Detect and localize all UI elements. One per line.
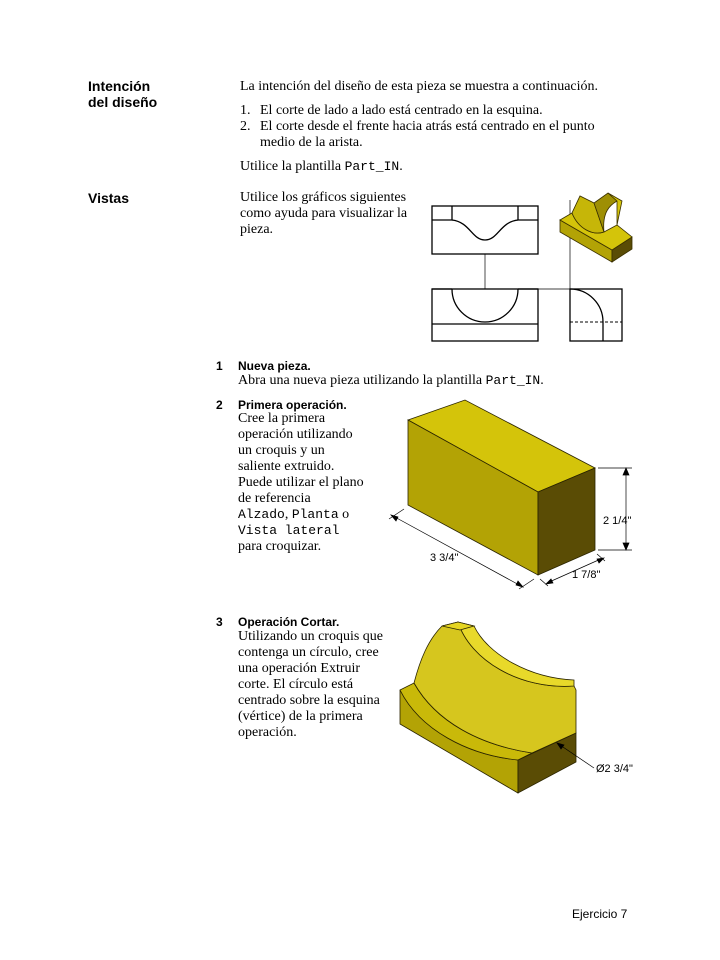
cut-part-solid bbox=[400, 622, 576, 793]
step-1-text-prefix: Abra una nueva pieza utilizando la plantilla bbox=[238, 373, 486, 388]
template-suffix: . bbox=[399, 159, 403, 174]
dim-diameter-label: Ø2 3/4" bbox=[596, 763, 633, 775]
intent-block bbox=[240, 79, 640, 175]
intent-item-text: El corte desde el frente hacia atrás está centrado en el punto medio de la arista. bbox=[260, 119, 595, 150]
dim-depth-label: 1 7/8" bbox=[572, 569, 601, 581]
front-view bbox=[432, 289, 538, 341]
template-prefix: Utilice la plantilla bbox=[240, 159, 345, 174]
intent-item-number: 1. bbox=[240, 103, 251, 118]
views-heading: Vistas bbox=[88, 190, 129, 206]
plane-planta: Planta bbox=[291, 507, 339, 522]
intent-intro: La intención del diseño de esta pieza se muestra a continuación. bbox=[240, 79, 599, 94]
step-2-text bbox=[238, 411, 366, 555]
step-3-number: 3 bbox=[216, 615, 223, 629]
cut-part-drawing bbox=[390, 610, 650, 800]
step-1-number: 1 bbox=[216, 359, 223, 373]
intent-heading bbox=[88, 78, 157, 110]
intent-list bbox=[240, 103, 640, 151]
projection-lines bbox=[485, 200, 570, 289]
step-1-text-suffix: . bbox=[540, 373, 544, 388]
intent-item bbox=[240, 103, 640, 119]
plane-vista-lateral: Vista lateral bbox=[238, 523, 340, 538]
isometric-thumbnail bbox=[560, 193, 632, 262]
step-1-text bbox=[238, 373, 638, 389]
step-2-title: Primera operación. bbox=[238, 398, 347, 412]
intent-heading-line1: Intención bbox=[88, 78, 151, 94]
plane-alzado: Alzado bbox=[238, 507, 285, 522]
box-drawing bbox=[380, 395, 650, 595]
step-2-text-end: para croquizar. bbox=[238, 539, 322, 554]
step-1-title: Nueva pieza. bbox=[238, 359, 311, 373]
footer-label: Ejercicio 7 bbox=[572, 907, 628, 921]
intent-heading-line2: del diseño bbox=[88, 94, 158, 110]
step-2-number: 2 bbox=[216, 398, 223, 412]
plane-conj: o bbox=[338, 507, 350, 522]
side-view bbox=[570, 289, 622, 341]
intent-template-line bbox=[240, 159, 640, 175]
plane-sep: , bbox=[284, 507, 292, 522]
intent-item bbox=[240, 119, 612, 151]
dim-height-label: 2 1/4" bbox=[603, 515, 632, 527]
views-text: Utilice los gráficos siguientes como ayuda para visualizar la pieza. bbox=[240, 190, 408, 237]
template-code: Part_IN bbox=[344, 159, 400, 174]
box-solid bbox=[408, 400, 595, 575]
intent-item-text: El corte de lado a lado está centrado en la esquina. bbox=[260, 103, 543, 118]
dim-length-label: 3 3/4" bbox=[430, 552, 459, 564]
step-3-text: Utilizando un croquis que contenga un círculo, cree una operación Extruir corte. El círculo está centrado sobre la esquina (vértice) de la primera operación. bbox=[238, 629, 384, 740]
step-2-body: Cree la primera operación utilizando un croquis y un saliente extruido. Puede utilizar el plano de referencia bbox=[238, 411, 364, 506]
step-3-title: Operación Cortar. bbox=[238, 615, 340, 629]
step-1-code: Part_IN bbox=[485, 373, 541, 388]
orthographic-views-drawing bbox=[420, 186, 640, 352]
intent-item-number: 2. bbox=[240, 119, 251, 134]
top-view bbox=[432, 206, 538, 254]
